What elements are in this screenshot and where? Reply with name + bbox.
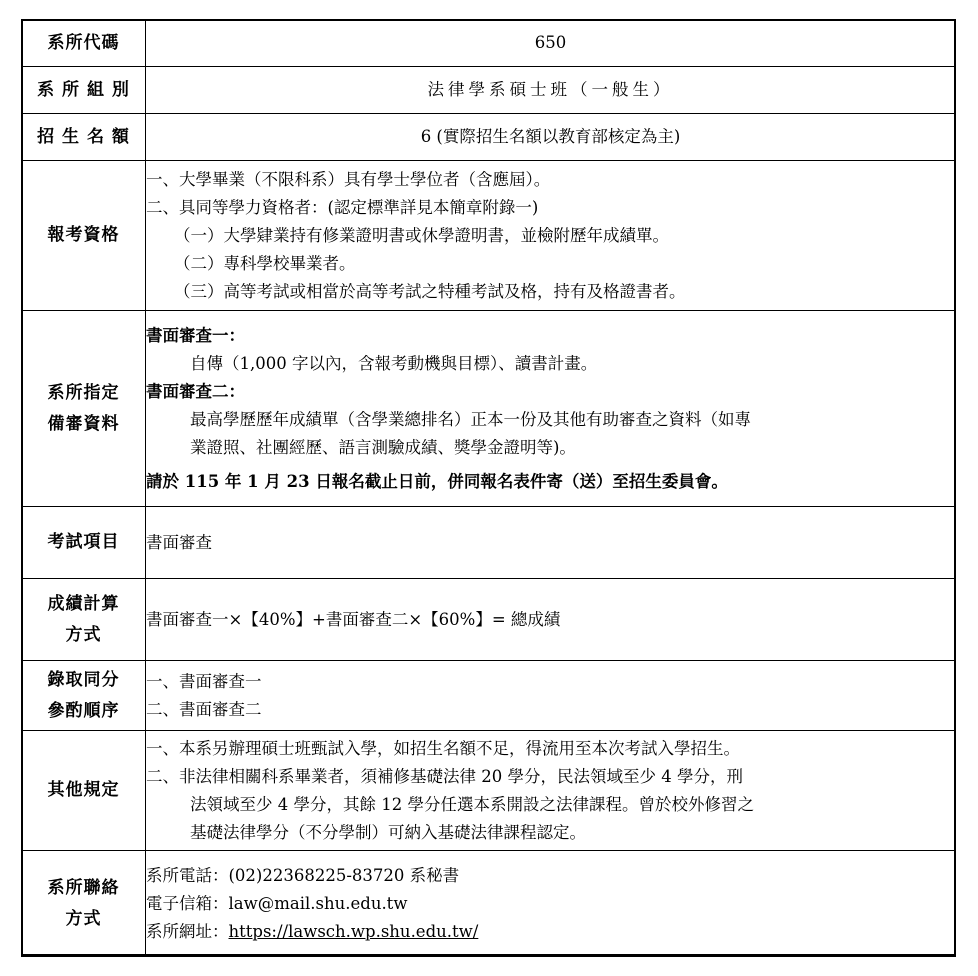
- table-outer-border: [21, 19, 956, 956]
- eligibility-line-5: （三）高等考試或相當於高等考試之特種考試及格，持有及格證書者。: [174, 281, 686, 301]
- label-tiebreak-line-1: 錄取同分: [47, 669, 120, 690]
- value-quota: 6 (實際招生名額以教育部核定為主): [146, 114, 956, 161]
- label-tiebreak-line-2: 參酌順序: [47, 700, 120, 721]
- review1-text: 自傳（1,000 字以內，含報考動機與目標）、讀書計畫。: [190, 353, 598, 373]
- value-department-group: 法律學系碩士班（一般生）: [146, 67, 956, 114]
- contact-phone-value: (02)22368225-83720 系秘書: [228, 865, 460, 885]
- review1-title: 書面審查一：: [146, 325, 245, 345]
- review2-text-line-1: 最高學歷歷年成績單（含學業總排名）正本一份及其他有助審查之資料（如專: [190, 409, 751, 429]
- eligibility-line-1: 一、大學畢業（不限科系）具有學士學位者（含應屆）。: [146, 169, 551, 189]
- label-scoring-line-2: 方式: [65, 624, 102, 645]
- label-documents-line-2: 備審資料: [47, 413, 120, 434]
- label-eligibility: 報考資格: [22, 161, 146, 311]
- label-documents-line-1: 系所指定: [47, 382, 120, 403]
- tiebreak-item-1: 一、書面審查一: [146, 671, 262, 691]
- other-rule-line-3: 法領域至少 4 學分，其餘 12 學分任選本系開設之法律課程。曾於校外修習之: [190, 794, 754, 814]
- eligibility-line-4: （二）專科學校畢業者。: [174, 253, 356, 273]
- label-department-group: 系 所 組 別: [22, 67, 146, 114]
- review2-text-line-2: 業證照、社團經歷、語言測驗成績、獎學金證明等)。: [190, 437, 576, 457]
- value-department-code: 650: [146, 20, 956, 67]
- other-rule-line-2: 二、非法律相關科系畢業者，須補修基礎法律 20 學分，民法領域至少 4 學分，刑: [146, 766, 743, 786]
- eligibility-line-2: 二、具同等學力資格者：(認定標準詳見本簡章附錄一): [146, 197, 539, 217]
- review2-title: 書面審查二：: [146, 381, 245, 401]
- label-exam-items: 考試項目: [22, 507, 146, 579]
- eligibility-line-3: （一）大學肄業持有修業證明書或休學證明書，並檢附歷年成績單。: [174, 225, 669, 245]
- tiebreak-item-2: 二、書面審查二: [146, 699, 262, 719]
- value-exam-items: 書面審查: [146, 507, 956, 579]
- other-rule-line-1: 一、本系另辦理碩士班甄試入學，如招生名額不足，得流用至本次考試入學招生。: [146, 738, 740, 758]
- contact-website-link[interactable]: https://lawsch.wp.shu.edu.tw/: [228, 921, 479, 941]
- contact-email-value[interactable]: law@mail.shu.edu.tw: [228, 893, 408, 913]
- value-scoring-formula: 書面審查一×【40%】+書面審查二×【60%】= 總成績: [146, 579, 956, 661]
- contact-website-label: 系所網址：: [146, 921, 229, 941]
- label-department-code: 系所代碼: [22, 20, 146, 67]
- label-scoring-line-1: 成績計算: [47, 593, 120, 614]
- label-contact-line-2: 方式: [65, 908, 102, 929]
- label-contact-line-1: 系所聯絡: [47, 877, 120, 898]
- contact-phone-label: 系所電話：: [146, 865, 229, 885]
- label-other-rules: 其他規定: [22, 731, 146, 851]
- contact-email-label: 電子信箱：: [146, 893, 229, 913]
- label-quota: 招 生 名 額: [22, 114, 146, 161]
- other-rule-line-4: 基礎法律學分（不分學制）可納入基礎法律課程認定。: [190, 822, 586, 842]
- submission-deadline: 請於 115 年 1 月 23 日報名截止日前，併同報名表件寄（送）至招生委員會。: [146, 471, 728, 491]
